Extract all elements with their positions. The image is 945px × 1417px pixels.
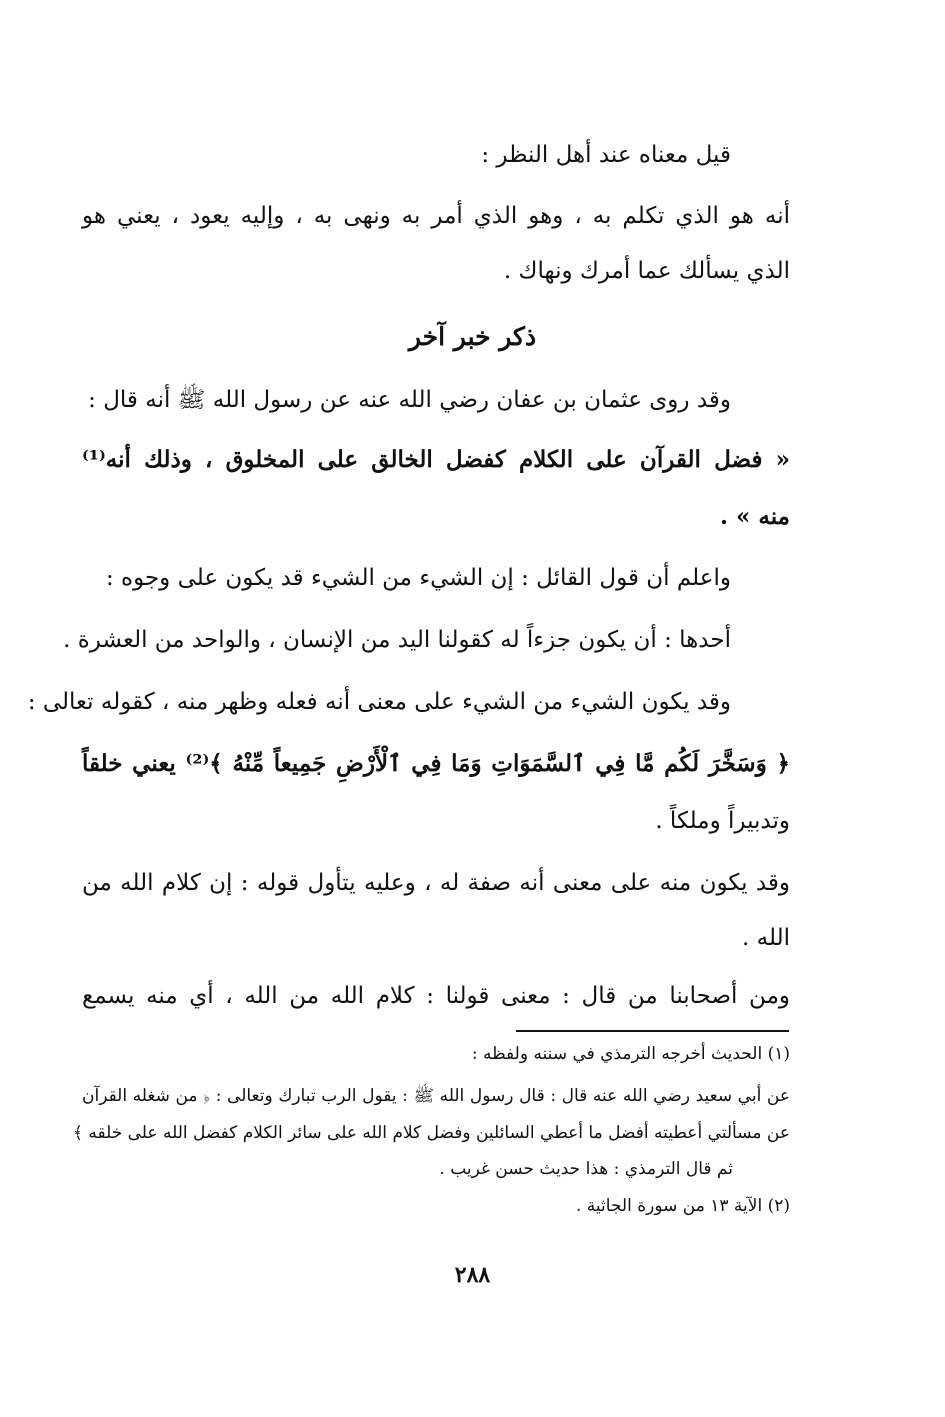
body-line-3: الذي يسألك عما أمرك ونهاك . <box>503 258 790 284</box>
body-line-6: منه » . <box>720 503 790 530</box>
section-heading: ذكر خبر آخر <box>408 322 537 351</box>
body-line-1: قيل معناه عند أهل النظر : <box>481 142 731 168</box>
page-number: ٢٨٨ <box>454 1262 491 1288</box>
body-line-13: الله . <box>742 925 790 951</box>
body-line-4: وقد روى عثمان بن عفان رضي الله عنه عن رسول الله ﷺ أنه قال : <box>88 387 731 413</box>
body-paragraph-12 <box>82 872 790 902</box>
footnote-1-line-3: عن مسألتي أعطيته أفضل ما أعطي السائلين وفضل كلام الله على سائر الكلام كفضل الله على خلقه ﴾ <box>73 1123 790 1143</box>
footnote-separator <box>516 1030 789 1032</box>
body-line-14: ومن أصحابنا من قال : معنى قولنا : كلام الله من الله ، أي منه يسمع <box>82 983 790 1009</box>
body-line-10-quran-verse: ﴿ وَسَخَّرَ لَكُم مَّا فِي ٱلسَّمَوَاتِ وَمَا فِي ٱلْأَرْضِ جَمِيعاً مِّنْهُ ﴾⁽²⁾ يعني خلقاً <box>82 750 790 777</box>
body-paragraph-5 <box>82 448 790 478</box>
body-line-11: وتدبيراً وملكاً . <box>655 808 790 834</box>
body-line-7: واعلم أن قول القائل : إن الشيء من الشيء قد يكون على وجوه : <box>105 565 731 591</box>
body-paragraph-14 <box>82 985 790 1015</box>
footnote-1-line-4: ثم قال الترمذي : هذا حديث حسن غريب . <box>439 1159 733 1179</box>
body-line-9: وقد يكون الشيء من الشيء على معنى أنه فعله وظهر منه ، كقوله تعالى : <box>27 689 731 715</box>
body-paragraph-2 <box>82 205 790 235</box>
body-line-2: أنه هو الذي تكلم به ، وهو الذي أمر به ونهى به ، وإليه يعود ، يعني هو <box>82 203 790 229</box>
body-line-5-hadith: « فضل القرآن على الكلام كفضل الخالق على المخلوق ، وذلك أنه⁽¹⁾ <box>82 446 790 473</box>
footnote-1-line-2: عن أبي سعيد رضي الله عنه قال : قال رسول الله ﷺ : يقول الرب تبارك وتعالى : ﴿ من شغله القرآن <box>82 1086 790 1106</box>
body-paragraph-10 <box>82 752 790 782</box>
footnote-1: (١) الحديث أخرجه الترمذي في سننه ولفظه : <box>471 1044 790 1064</box>
body-line-8: أحدها : أن يكون جزءاً له كقولنا اليد من الإنسان ، والواحد من العشرة . <box>63 627 731 653</box>
body-line-12: وقد يكون منه على معنى أنه صفة له ، وعليه يتأول قوله : إن كلام الله من <box>82 870 790 896</box>
footnote-2: (٢) الآية ١٣ من سورة الجاثية . <box>575 1196 790 1216</box>
